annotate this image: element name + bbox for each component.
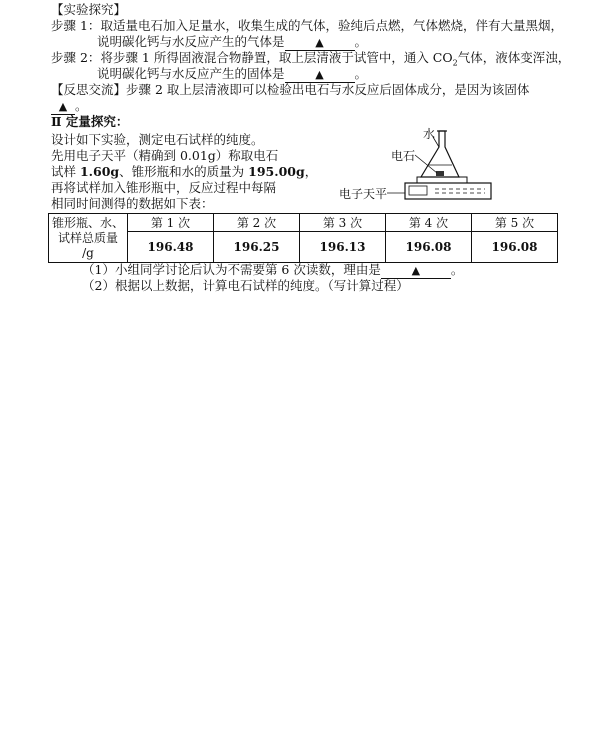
mass-data-table bbox=[48, 213, 558, 263]
step2-subscript: 2 bbox=[452, 58, 458, 68]
row-label-line3: /g bbox=[82, 245, 94, 260]
quant-p3 bbox=[51, 164, 317, 180]
period: 。 bbox=[354, 66, 368, 81]
experiment-title: 【实验探究】 bbox=[51, 2, 127, 17]
table-cell: 196.13 bbox=[300, 232, 386, 263]
question-2: （2）根据以上数据，计算电石试样的纯度。（写计算过程） bbox=[82, 278, 409, 293]
step1-line2 bbox=[97, 34, 367, 51]
step1-text2: 说明碳化钙与水反应产生的气体是 bbox=[97, 34, 285, 49]
reflect-line1 bbox=[51, 82, 529, 98]
quant-p3-a: 试样 bbox=[51, 164, 80, 179]
row-label-line2: 试样总质量 bbox=[57, 230, 118, 245]
answer-blank-reason[interactable]: ▲ bbox=[51, 100, 75, 115]
table-header-row bbox=[49, 214, 558, 232]
flask-mass: 195.00g bbox=[248, 164, 305, 179]
table-cell: 196.25 bbox=[214, 232, 300, 263]
step2-text-a: 将步骤 1 所得固液混合物静置，取上层清液于试管中，通入 CO bbox=[100, 50, 453, 65]
step1-label: 步骤 1： bbox=[51, 18, 101, 33]
quant-p2: 先用电子天平（精确到 0.01g）称取电石 bbox=[51, 148, 279, 163]
step1-line1 bbox=[51, 18, 563, 34]
quant-p5: 相同时间测得的数据如下表： bbox=[51, 196, 214, 211]
step2-line2 bbox=[97, 66, 367, 83]
period: 。 bbox=[450, 262, 464, 277]
quant-p4: 再将试样加入锥形瓶中，反应过程中每隔 bbox=[51, 180, 277, 195]
answer-blank-q1[interactable]: ▲ bbox=[381, 264, 451, 279]
answer-blank-gas[interactable]: ▲ bbox=[285, 36, 355, 51]
apparatus-figure bbox=[335, 125, 505, 210]
label-stone: 电石 bbox=[391, 149, 416, 163]
label-water: 水 bbox=[423, 127, 436, 141]
period: 。 bbox=[354, 34, 368, 49]
reflect-label: 【反思交流】 bbox=[51, 82, 127, 97]
question-1 bbox=[82, 262, 463, 279]
table-cell: 196.08 bbox=[386, 232, 472, 263]
table-header-cell: 第 2 次 bbox=[214, 214, 300, 232]
step2-text2: 说明碳化钙与水反应产生的固体是 bbox=[97, 66, 285, 81]
period: 。 bbox=[75, 98, 88, 113]
table-header-cell: 第 4 次 bbox=[386, 214, 472, 232]
question-1-text: （1）小组同学讨论后认为不需要第 6 次读数，理由是 bbox=[82, 262, 381, 277]
table-header-cell: 第 1 次 bbox=[128, 214, 214, 232]
sample-mass: 1.60g bbox=[79, 164, 120, 179]
reflect-line2 bbox=[51, 98, 88, 115]
quant-p1: 设计如下实验，测定电石试样的纯度。 bbox=[51, 132, 264, 147]
quant-p3-e: ， bbox=[304, 164, 318, 179]
row-label-line1: 锥形瓶、水、 bbox=[51, 215, 124, 230]
quant-title: Ⅱ 定量探究： bbox=[51, 114, 129, 129]
label-balance: 电子天平 bbox=[339, 187, 388, 201]
table-cell: 196.48 bbox=[128, 232, 214, 263]
answer-blank-solid[interactable]: ▲ bbox=[285, 68, 355, 83]
table-header-cell: 第 5 次 bbox=[472, 214, 558, 232]
row-label-cell bbox=[49, 214, 128, 263]
step2-text-b: 气体，液体变浑浊， bbox=[457, 50, 571, 65]
table-cell: 196.08 bbox=[472, 232, 558, 263]
reflect-text: 步骤 2 取上层清液即可以检验出电石与水反应后固体成分，是因为该固体 bbox=[126, 82, 530, 97]
step2-label: 步骤 2： bbox=[51, 50, 101, 65]
table-header-cell: 第 3 次 bbox=[300, 214, 386, 232]
step1-text: 取适量电石加入足量水，收集生成的气体，验纯后点燃，气体燃烧，伴有大量黑烟， bbox=[100, 18, 563, 33]
quant-p3-c: 、锥形瓶和水的质量为 bbox=[119, 164, 249, 179]
